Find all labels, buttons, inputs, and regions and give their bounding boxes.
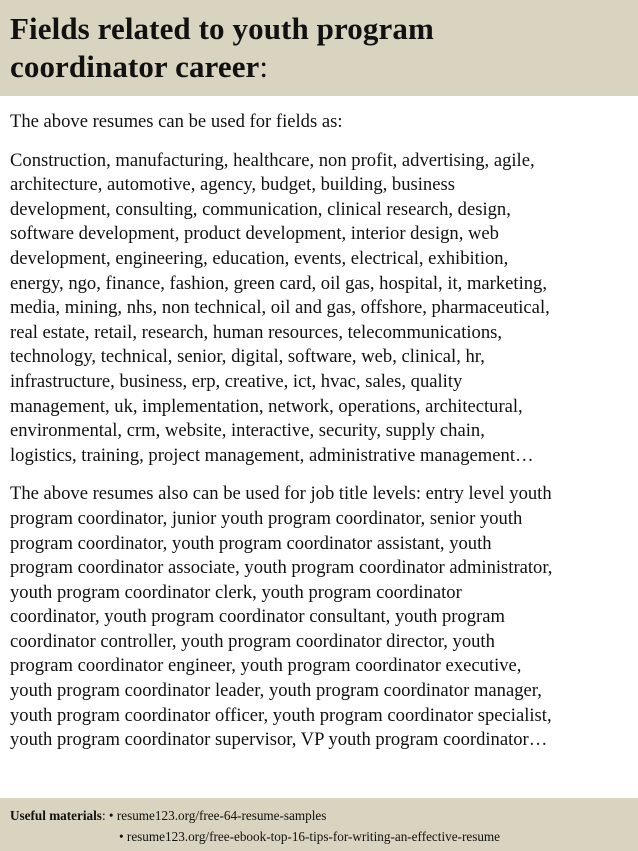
fields-line: energy, ngo, finance, fashion, green card, oil gas, hospital, it, marketing, bbox=[10, 272, 547, 294]
title-banner bbox=[0, 0, 638, 96]
bullet-icon: • bbox=[119, 829, 124, 844]
job-levels-line: program coordinator engineer, youth program coordinator executive, bbox=[10, 655, 522, 677]
job-levels-line: The above resumes also can be used for job title levels: entry level youth bbox=[10, 483, 552, 505]
page-title-line-1: Fields related to youth program bbox=[10, 11, 434, 46]
useful-materials-footer bbox=[0, 798, 638, 851]
label-separator: : bbox=[101, 808, 109, 823]
fields-line: Construction, manufacturing, healthcare, non profit, advertising, agile, bbox=[10, 149, 535, 171]
job-levels-paragraph bbox=[10, 482, 635, 753]
job-levels-line: coordinator, youth program coordinator consultant, youth program bbox=[10, 606, 505, 628]
job-levels-line: youth program coordinator clerk, youth program coordinator bbox=[10, 581, 462, 603]
job-levels-line: program coordinator associate, youth program coordinator administrator, bbox=[10, 557, 553, 579]
intro-text: The above resumes can be used for fields as: bbox=[10, 111, 343, 132]
bullet-icon: • bbox=[108, 808, 114, 823]
fields-line: infrastructure, business, erp, creative, ict, hvac, sales, quality bbox=[10, 370, 463, 392]
fields-paragraph bbox=[10, 149, 635, 469]
job-levels-line: coordinator controller, youth program coordinator director, youth bbox=[10, 630, 495, 652]
body-content bbox=[10, 110, 635, 753]
fields-line: development, engineering, education, events, electrical, exhibition, bbox=[10, 247, 509, 269]
page-title-colon: : bbox=[259, 49, 269, 84]
job-levels-line: program coordinator, youth program coordinator assistant, youth bbox=[10, 532, 492, 554]
fields-line: software development, product development, interior design, web bbox=[10, 223, 499, 245]
job-levels-line: youth program coordinator leader, youth program coordinator manager, bbox=[10, 680, 542, 702]
useful-materials-label: Useful materials bbox=[10, 808, 102, 823]
job-levels-line: program coordinator, junior youth program coordinator, senior youth bbox=[10, 507, 523, 529]
fields-line: environmental, crm, website, interactive, security, supply chain, bbox=[10, 420, 485, 442]
ebook-tips-link[interactable]: resume123.org/free-ebook-top-16-tips-for-writing-an-effective-resume bbox=[126, 829, 501, 844]
page-title bbox=[10, 10, 628, 86]
fields-line: architecture, automotive, agency, budget, building, business bbox=[10, 174, 455, 196]
fields-line: development, consulting, communication, clinical research, design, bbox=[10, 198, 511, 220]
page-title-line-2: coordinator career bbox=[10, 49, 260, 84]
fields-line: management, uk, implementation, network, operations, architectural, bbox=[10, 395, 523, 417]
job-levels-line: youth program coordinator officer, youth program coordinator specialist, bbox=[10, 704, 552, 726]
fields-line: technology, technical, senior, digital, software, web, clinical, hr, bbox=[10, 346, 485, 368]
fields-line: media, mining, nhs, non technical, oil and gas, offshore, pharmaceutical, bbox=[10, 297, 550, 319]
footer-row-1 bbox=[10, 805, 638, 826]
job-levels-line: youth program coordinator supervisor, VP youth program coordinator… bbox=[10, 729, 548, 751]
footer-row-2 bbox=[10, 826, 638, 847]
fields-line: real estate, retail, research, human resources, telecommunications, bbox=[10, 321, 502, 343]
resume-samples-link[interactable]: resume123.org/free-64-resume-samples bbox=[116, 808, 327, 823]
fields-line: logistics, training, project management, administrative management… bbox=[10, 444, 534, 466]
